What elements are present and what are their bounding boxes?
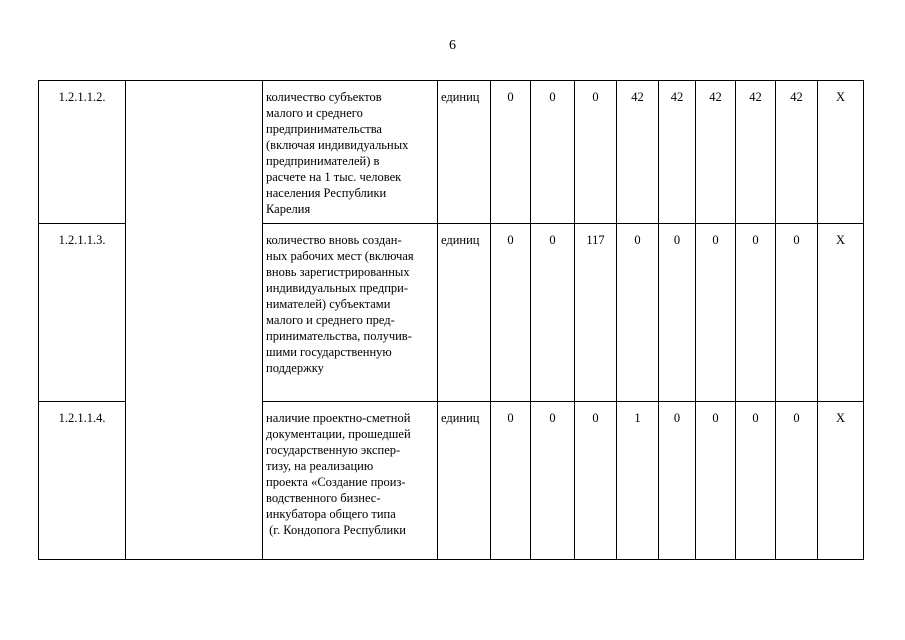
- value-cell: 42: [736, 81, 776, 224]
- description-line: документации, прошедшей: [266, 427, 411, 441]
- value-cell: 42: [659, 81, 696, 224]
- description-line: государственную экспер-: [266, 443, 401, 457]
- row-description: [263, 402, 438, 560]
- row-unit: единиц: [438, 224, 491, 402]
- row-code: 1.2.1.1.3.: [39, 224, 126, 402]
- description-line: инкубатора общего типа: [266, 507, 396, 521]
- description-line: малого и среднего пред-: [266, 313, 395, 327]
- description-line: (г. Кондопога Республики: [266, 523, 406, 537]
- value-cell: 42: [617, 81, 659, 224]
- value-cell: 0: [491, 81, 531, 224]
- row-code: 1.2.1.1.4.: [39, 402, 126, 560]
- value-cell: 0: [659, 402, 696, 560]
- description-line: количество субъектов: [266, 90, 382, 104]
- value-cell: 0: [531, 81, 575, 224]
- mark-cell: X: [818, 81, 864, 224]
- mark-cell: X: [818, 402, 864, 560]
- value-cell: 0: [776, 402, 818, 560]
- mark-cell: X: [818, 224, 864, 402]
- value-cell: 117: [575, 224, 617, 402]
- value-cell: 0: [531, 224, 575, 402]
- description-line: вновь зарегистрированных: [266, 265, 410, 279]
- description-line: водственного бизнес-: [266, 491, 381, 505]
- value-cell: 0: [531, 402, 575, 560]
- description-line: шими государственную: [266, 345, 392, 359]
- description-line: предпринимательства: [266, 122, 382, 136]
- description-line: ных рабочих мест (включая: [266, 249, 414, 263]
- description-line: расчете на 1 тыс. человек: [266, 170, 402, 184]
- indicators-table: [38, 80, 864, 560]
- value-cell: 0: [491, 402, 531, 560]
- page-number: 6: [449, 38, 456, 53]
- value-cell: 0: [736, 224, 776, 402]
- value-cell: 0: [617, 224, 659, 402]
- table-row: [39, 81, 864, 224]
- value-cell: 0: [736, 402, 776, 560]
- description-line: индивидуальных предпри-: [266, 281, 408, 295]
- value-cell: 0: [575, 402, 617, 560]
- description-line: (включая индивидуальных: [266, 138, 409, 152]
- value-cell: 0: [659, 224, 696, 402]
- description-line: принимательства, получив-: [266, 329, 412, 343]
- description-line: проекта «Создание произ-: [266, 475, 406, 489]
- value-cell: 0: [776, 224, 818, 402]
- value-cell: 0: [575, 81, 617, 224]
- description-line: количество вновь создан-: [266, 233, 402, 247]
- row-description: [263, 81, 438, 224]
- row-code: 1.2.1.1.2.: [39, 81, 126, 224]
- description-line: нимателей) субъектами: [266, 297, 391, 311]
- description-line: населения Республики: [266, 186, 387, 200]
- value-cell: 1: [617, 402, 659, 560]
- value-cell: 42: [696, 81, 736, 224]
- description-line: Карелия: [266, 202, 311, 216]
- value-cell: 0: [696, 224, 736, 402]
- description-line: поддержку: [266, 361, 324, 375]
- row-description: [263, 224, 438, 402]
- row-unit: единиц: [438, 81, 491, 224]
- description-line: малого и среднего: [266, 106, 363, 120]
- description-line: тизу, на реализацию: [266, 459, 374, 473]
- value-cell: 42: [776, 81, 818, 224]
- value-cell: 0: [696, 402, 736, 560]
- value-cell: 0: [491, 224, 531, 402]
- row-unit: единиц: [438, 402, 491, 560]
- description-line: предпринимателей) в: [266, 154, 380, 168]
- description-line: наличие проектно-сметной: [266, 411, 411, 425]
- merged-empty-cell: [126, 81, 263, 560]
